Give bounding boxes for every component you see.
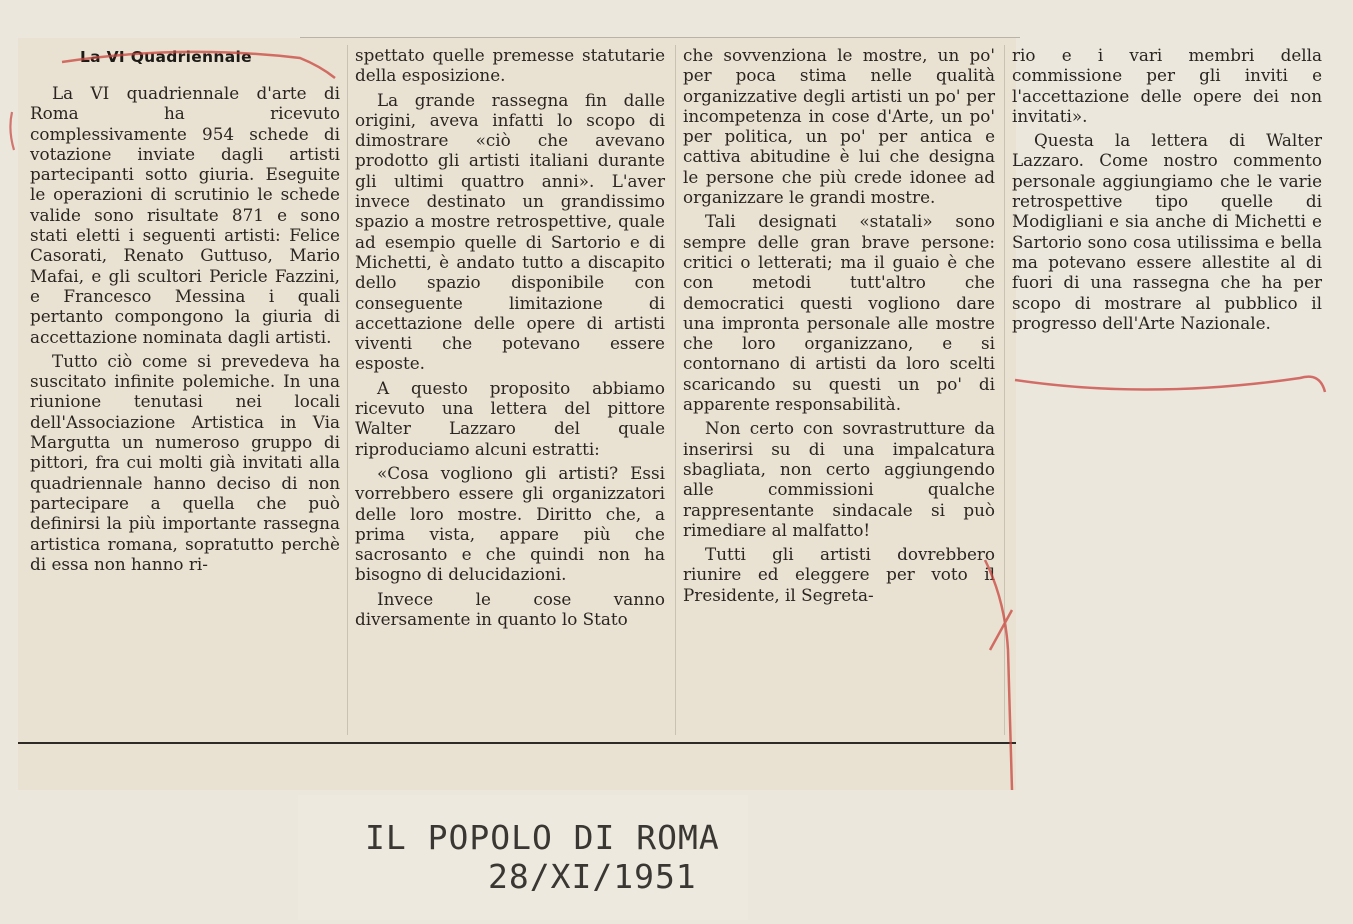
article-column-3 [683,45,995,609]
top-rule [300,37,1020,38]
end-bracket-mark [1015,377,1325,392]
source-stamp: IL POPOLO DI ROMA [365,818,720,857]
paragraph: Non certo con sovrastrutture da inserirsi su di una impalcatura sbagliata, non certo aggiungendo alle commissioni qualche rappresentante sindacale si può rimediare al malfatto! [683,418,995,540]
paragraph: La VI quadriennale d'arte di Roma ha ricevuto complessivamente 954 schede di votazione inviate dagli artisti partecipanti sotto giuria. Eseguite le operazioni di scrutinio le schede valide sono risultate 871 e sono stati eletti i seguenti artisti: Felice Casorati, Renato Guttuso, Mario Mafai, e gli scultori Pericle Fazzini, e Francesco Messina i quali pertanto compongono la giuria di accettazione nominata dagli artisti. [30,83,340,347]
paragraph: rio e i vari membri della commissione per gli inviti e l'accettazione delle opere dei non invitati». [1012,45,1322,126]
article-column-2 [355,45,665,633]
article-column-4 [1012,45,1322,337]
article-headline: La VI Quadriennale [80,48,252,66]
paragraph: che sovvenziona le mostre, un po' per poca stima nelle qualità organizzative degli artisti un po' per incompetenza in cose d'Arte, un po' per politica, un po' per antica e cattiva abitudine è lui che designa le persone che più crede idonee ad organizzare le grandi mostre. [683,45,995,208]
paragraph: Tutti gli artisti dovrebbero riunire ed eleggere per voto il Presidente, il Segreta- [683,544,995,605]
paragraph: La grande rassegna fin dalle origini, aveva infatti lo scopo di dimostrare «ciò che avevano prodotto gli artisti italiani durante gli ultimi quattro anni». L'aver invece destinato un grandissimo spazio a mostre retrospettive, quale ad esempio quelle di Sartorio e di Michetti, è andato tutto a discapito dello spazio disponibile con conseguente limitazione di accettazione delle opere di artisti viventi che potevano essere esposte. [355,89,665,374]
margin-tick-mark [10,112,14,150]
paragraph: Questa la lettera di Walter Lazzaro. Come nostro commento personale aggiungiamo che le varie retrospettive tipo quelle di Modigliani e sia anche di Michetti e Sartorio sono cosa utilissima e bella ma potevano essere allestite al di fuori di una rassegna che ha per scopo di mostrare al pubblico il progresso dell'Arte Nazionale. [1012,130,1322,333]
bottom-rule [18,742,1016,744]
article-column-1 [30,83,340,578]
date-stamp: 28/XI/1951 [488,857,697,896]
column-divider [347,45,348,735]
paragraph: Tali designati «statali» sono sempre delle gran brave persone: critici o letterati; ma il guaio è che con metodi tutt'altro che democratici questi vogliono dare una impronta personale alle mostre che loro organizzano, e si contornano di artisti da loro scelti scaricando su questi un po' di apparente responsabilità. [683,211,995,415]
paragraph: spettato quelle premesse statutarie della esposizione. [355,45,665,86]
paragraph: «Cosa vogliono gli artisti? Essi vorrebbero essere gli organizzatori delle loro mostre. Diritto che, a prima vista, appare più che sacrosanto e che quindi non ha bisogno di delucidazioni. [355,462,665,585]
paragraph: A questo proposito abbiamo ricevuto una lettera del pittore Walter Lazzaro del quale riproduciamo alcuni estratti: [355,377,665,459]
column-divider [1004,45,1005,735]
paragraph: Tutto ciò come si prevedeva ha suscitato infinite polemiche. In una riunione tenutasi nei locali dell'Associazione Artistica in Via Margutta un numeroso gruppo di pittori, fra cui molti già invitati alla quadriennale hanno deciso di non partecipare a quella che può definirsi la più importante rassegna artistica romana, sopratutto perchè di essa non hanno ri- [30,350,340,574]
column-divider [675,45,676,735]
paragraph: Invece le cose vanno diversamente in quanto lo Stato [355,588,665,630]
